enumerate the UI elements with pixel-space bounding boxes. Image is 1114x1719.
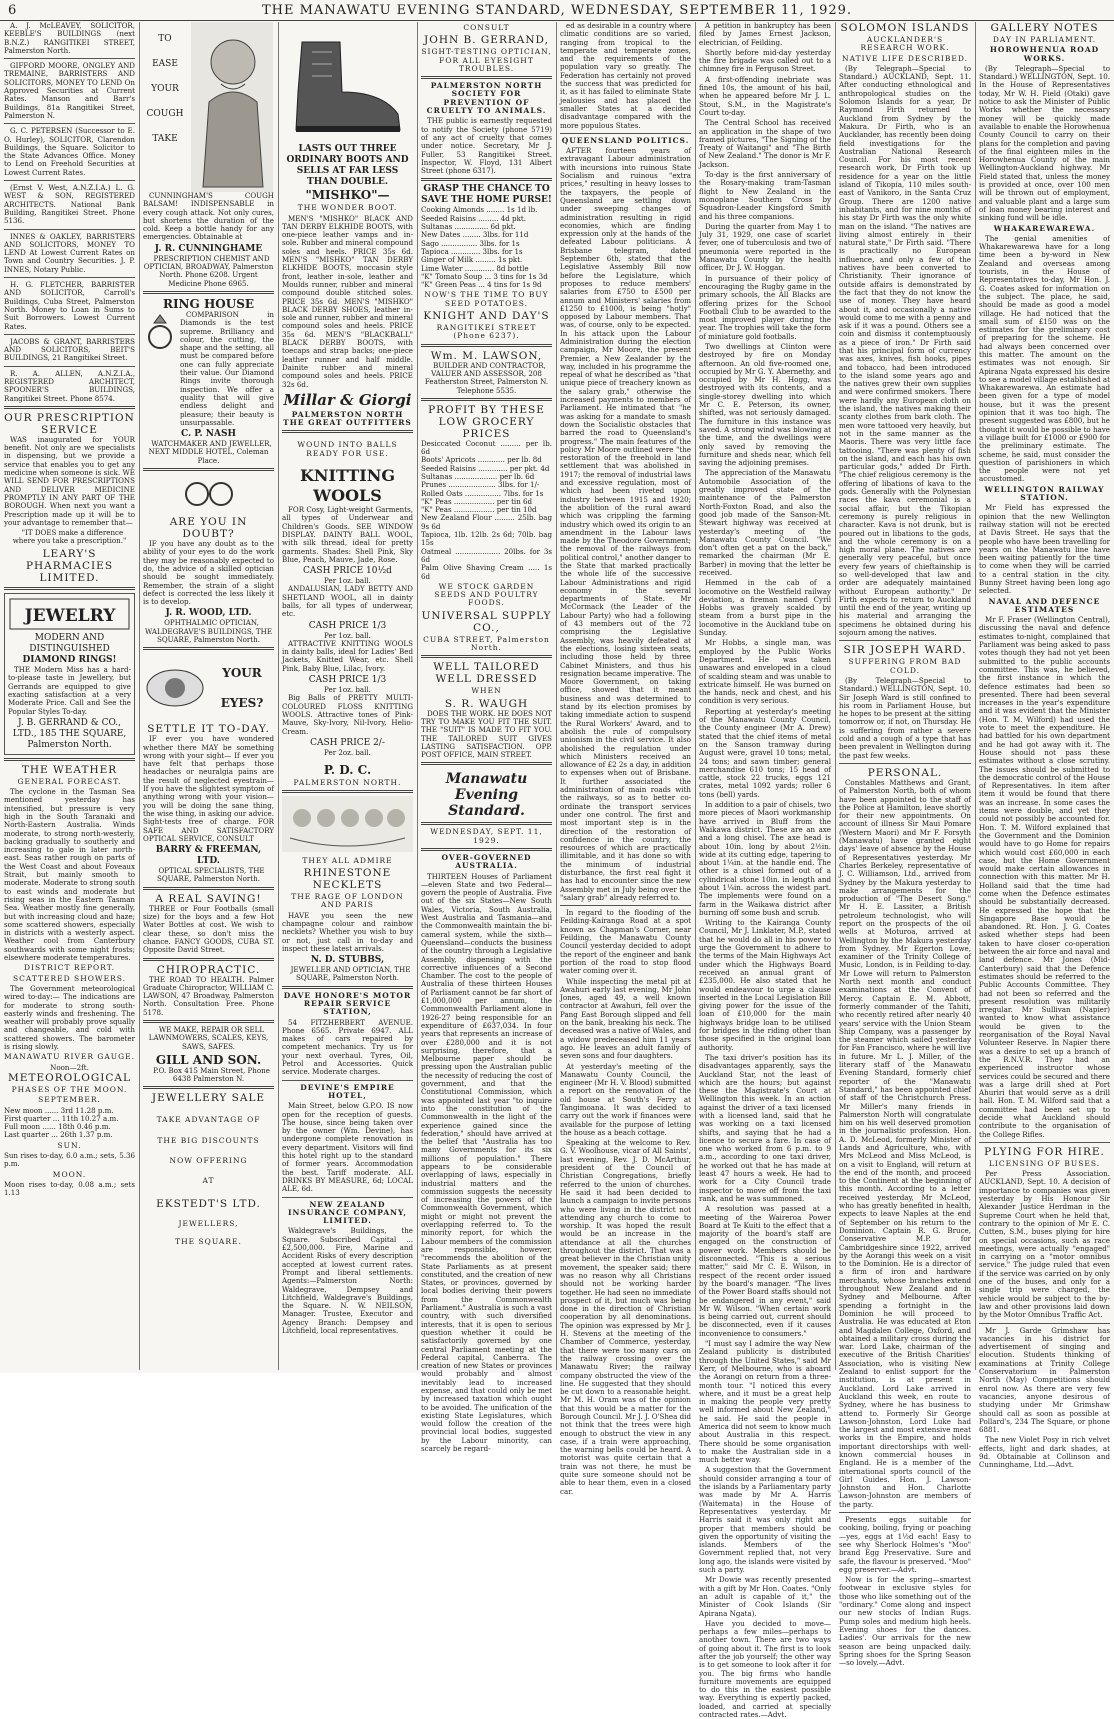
learys-pharmacies: LEARY'S PHARMACIES LIMITED. <box>25 547 114 584</box>
knitting-heading: KNITTING <box>299 466 396 486</box>
diamond-headline-2: DISTINGUISHED <box>29 644 110 655</box>
gill-address: P.O. Box 415 Main Street, Phone 6438 Palmerston N. <box>153 1065 270 1084</box>
grasp-item: Lime Water ............. 8d bottle <box>421 263 529 273</box>
profit-item: "K" Peas .................. per tin 6d <box>421 496 533 506</box>
news-item: In pursuance of their policy of encouraging the Rugby game in the primary schools, the All Blacks are offering prizes for the School Football Club to be awarded to the most improved player during the year. The trophies will take the form of miniature gold footballs. <box>699 273 831 341</box>
wellington-station-heading: WELLINGTON RAILWAY STATION. <box>984 484 1105 503</box>
doubt-body: IF you have any doubt as to the ability of your eyes to do the work they may be reasonably expected to do, the advice of a skilled optician should be sought immediately. Remember, the strain of a slight defect is corrected the less likely it is to develop. <box>143 539 274 607</box>
profit-item: Boots' Apricots ............ per lb. 8d <box>421 455 542 465</box>
grasp-item: Cooking Almonds ........ 1s 1d lb. <box>421 205 538 215</box>
barry-freeman: BARRY & FREEMAN, LTD. <box>155 845 262 867</box>
gallery-notes-subheading: DAY IN PARLIAMENT. <box>992 35 1097 44</box>
wound-heading: WOUND INTO BALLS READY FOR USE. <box>297 440 398 458</box>
profit-item: Oatmeal .................... 20lbs. for 3s 6d <box>421 546 552 564</box>
moon-row: First quarter ... 11th 10.27 a.m. <box>4 1113 119 1123</box>
editorial-heading: OVER-GOVERNED AUSTRALIA. <box>441 853 532 871</box>
cough-ad <box>143 22 274 192</box>
nz-insurance-heading: NEW ZEALAND INSURANCE COMPANY, LIMITED. <box>287 1199 408 1226</box>
devine-heading: DEVINE'S EMPIRE HOTEL, <box>300 1082 395 1100</box>
necklet-illustration <box>282 796 413 852</box>
gallery-notes-heading: GALLERY NOTES <box>990 22 1099 34</box>
cash-price: CASH PRICE 10½d <box>303 566 392 577</box>
profit-item: Seeded Raisins ............. per pkt. 4d <box>421 463 550 473</box>
devine-body: Main Street, below G.P.O. IS now open for the reception of guests. The house, since being taken over by the owner (Wm. Devine), has undergone complete renovation in every department. Visitors will find this hotel right up to the standard of former years. Accommodation the best. Tariff moderate. ALL DRINKS BY MEASURE, 6d; LOCAL ALE, 6d. <box>282 1101 413 1194</box>
solomon-subheading: AUCKLANDER'S RESEARCH WORK. <box>860 35 950 53</box>
profit-item: Sultanas ................... per lb. 6d <box>421 471 535 481</box>
column-5 <box>560 21 691 1496</box>
news-item: "I must say I admire the way New Zealand publicity is distributed through the United States," said Mr Kerr, of Melbourne, who is aboard the Aorangi on return from a three-month tour. "I noticed this every where, and it must be a great help in making the people very pretty well informed about New Zealand," he said. He said the people in America did not seem to know much about Australia in this respect. There should be some organisation to make the Australian side in a much better way. <box>699 1339 831 1465</box>
john-gerrand-sub: SIGHT-TESTING OPTICIAN, FOR ALL EYESIGHT TROUBLES. <box>421 47 552 73</box>
news-item: The appreciation of the Manawatu Automobile Association of the greatly improved state of the maintenance of the Palmerston North-Foxton Road, and also the good job made of the Sanson-Mt. Stewart highway was received at yesterday's meeting of the Manawatu County Council. "We don't often get a pat on the back," remarked the chairman (Mr E. Barber) in moving that the letter be received. <box>699 468 831 577</box>
solomon-heading: SOLOMON ISLANDS <box>840 22 970 34</box>
grasp-item: Sultanas ............... 6d pkt. <box>421 222 516 232</box>
diamond-headline-3: DIAMOND RINGS! <box>22 655 117 666</box>
per-ball: Per 1oz. ball. <box>324 685 371 695</box>
column-rule <box>975 22 976 1370</box>
district-subheading: SCATTERED SHOWERS. <box>13 973 126 983</box>
column-1 <box>4 22 135 1370</box>
editorial-body: THIRTEEN Houses of Parliament—eleven State and two Federal—govern the people of Australia. Five out of the six States—New South Wales, Victoria, South Australia, West Australia and Tasmania—and the Commonwealth maintain the bi-cameral system, while the sixth—Queensland—conducts the business of the country through a Legislative Assembly, dispensing with the corrective influences of a Second Chamber. The cost to the people of Australia of these thirteen Houses of Parliament cannot be far short of £1,000,000 per annum, the Commonwealth Parliament alone in 1926-27 being responsible for an expenditure of £637,034. In four years that represents an increase of over £280,000 and it is not surprising, therefore, that a Melbourne paper should be pressing upon the Australian public the necessity of reducing the cost of government, and that the Constitutional Commission, which was appointed last year "to inquire into the constitution of the Commonwealth in the light of the experience gained since the federation," should have arrived at the belief that "Australia has too many Governments for its six millions of population." There appears to be considerable overlapping of laws, especially in industrial matters and the commission suggests the necessity of increasing the powers of the Commonwealth Government, which might or might not prevent the overlapping referred to. To the minority report, for which the Labour members of the commission are responsible, however, "recommends the abolition of the State Parliaments as at present constituted, and the creation of new States, or provinces, governed by local bodies deriving their powers from the Commonwealth Parliament." Australia is such a vast country, with such diversified interests, that it is open to serious question whether it could be satisfactorily governed by one central Parliament meeting at the Federal capital, Canberra. The creation of new States or provinces would probably and almost inevitably lead to increased expense, and that could only be met by increased taxation which ought to be avoided. The unification of the existing State Legislatures, which would follow the creation of the provincial local bodies, suggested by the Labour minority, can scarcely be regard- <box>421 871 552 1454</box>
multi-coloured-body: Big Balls of PRETTY MULTI-COLOURED FLOSS KNITTING WOOLS. Attractive tones of Pink-Mauve, Sky-Ivory, Nil-Ivory, Helio-Cream. <box>282 693 413 736</box>
prescription-heading: OUR PRESCRIPTION SERVICE <box>4 411 135 436</box>
gill-services: WE MAKE, REPAIR OR SELL LAWNMOWERS, SCALES, KEYS, SAWS, SAFES. <box>148 1025 269 1051</box>
ad-petersen: G. C. PETERSEN (Successor to E. O. Hurley), SOLICITOR, Clarendon Buildings, the Square. Solicitor to the State Advances Office. Money to Lend on Freehold Securities at Lowest Current Rates. <box>4 126 135 177</box>
jewellery-sale-line: AT <box>202 1176 215 1186</box>
page-number: 6 <box>8 3 17 18</box>
per-ball: Per 2oz. ball. <box>324 747 371 757</box>
advertorial: Now is for the spring—smartest footwear in exclusive styles for those who like something out of the "ordinary." Come along and inspect our new stocks of Indian Rugs. Pump soles and medium high heels. Evening shoes for the dances. Ladies'. Our arrivals for the new season are being unpacked daily. Spring shoes for the Spring Season—so lovely.—Advt. <box>839 1575 971 1668</box>
ward-body: (By Telegraph—Special to Standard.) WELLINGTON, Sept. 10. Sir Joseph Ward is still confined to his room in Parliament House, but he hopes to be present at the sitting tomorrow or, if not, on Thursday. He is suffering from rather a severe cold and a cough of a type that has been prevalent in Wellington during the past few weeks. <box>839 675 971 760</box>
barry-address: OPTICAL SPECIALISTS, THE SQUARE, Palmerston North. <box>157 866 265 884</box>
column-rule <box>417 22 418 1370</box>
horowhenua-body: (By Telegraph—Special to Standard.) WELLINGTON, Sept. 10. In the House of Representatives today, Mr W. H. Field (Otaki) gave notice to ask the Minister of Public Works whether the necessary money will be quickly made available to enable the Horowhenua County Council to carry on their plans for the completion and paving of the final eighteen miles in the Horowhenua County of the main Wellington-Auckland highway. Mr Field stated that, unless the money is provided at once, over 100 men will be thrown out of employment, and valuable plant and a large sum of loan money bearing interest and sinking fund will be idle. <box>979 63 1110 223</box>
cough-word-5: TAKE <box>152 134 178 144</box>
meteorological-heading: METEOROLOGICAL <box>8 1071 131 1084</box>
gerrand-co: J. B. GERRAND & CO., LTD., 185 THE SQUARE, Palmerston North. <box>12 717 127 750</box>
ward-heading: SIR JOSEPH WARD. <box>843 644 967 657</box>
district-heading: DISTRICT REPORT. <box>24 963 115 973</box>
horowhenua-heading: HOROWHENUA ROAD WORKS. <box>989 45 1100 63</box>
column-rule <box>139 22 140 1370</box>
grasp-item: Tapioca ............. 3lbs. for 1s <box>421 246 523 256</box>
boots-body: MEN'S "MISHKO" BLACK AND TAN DERBY ELKHIDE BOOTS, with one-piece leather vamps and in-sole. Rubber and mineral compound soles and heels. PRICE 35s 6d. MEN'S "MISHKO" TAN DERBY ELKHIDE BOOTS, moccasin style front, leather in-sole, leather and Moulds runner, rubber and mineral compound double stitched soles. PRICE 35s 6d. MEN'S "MISHKO" BLACK DERBY SHOES, leather in-sole and runner, rubber and mineral compound soles and heels. PRICE 35s 6d. MEN'S "BLACKBALL" BLACK DERBY BOOTS, with toecaps and strap backs; one-piece leather runner and half middle. Dainite rubber and mineral compound soles and heels. PRICE 32s 6d. <box>282 213 413 389</box>
mishko-name: "MISHKO"— <box>305 188 390 203</box>
jewellery-sale-line: THE SQUARE. <box>175 1236 242 1246</box>
jewellery-sale-line: JEWELLERS, <box>178 1218 239 1228</box>
chiropractic-heading: CHIROPRACTIC. <box>156 963 261 976</box>
column-rule <box>556 22 557 1370</box>
cough-word-4: COUGH <box>146 109 184 119</box>
dave-honore-body: 54 FITZHERBERT AVENUE. Phone 6565. Private 6947. ALL makes of cars repaired by competent mechanics. Try us for your next overhaul. Tyres, Oil, Petrol and Accessories. Quick service. Moderate charges. <box>282 1017 413 1077</box>
grasp-item: New Dates ........ 3lbs. for 11d <box>421 230 529 240</box>
jewellery-sale-line: TAKE ADVANTAGE OF <box>156 1115 261 1125</box>
ring-house-body: COMPARISON in Diamonds is the test supreme. Brilliancy and colour, the cutting, the shape and the setting, all must be compared before one can fully appreciate their value. Our Diamond Rings invite thorough inspection. We offer a quality that will give endless delight and pleasure; their beauty is unsurpassable. <box>180 309 274 427</box>
ad-fletcher: H. G. FLETCHER, BARRISTER AND SOLICITOR, Carroll's Buildings, Cuba Street, Palmerston North. Money to Loan in Sums to Suit Borrowers. Lowest Current Rates. <box>4 280 135 331</box>
wools-heading: WOOLS <box>313 486 382 506</box>
ad-gifford-moore: GIFFORD MOORE, ONGLEY AND TREMAINE, BARRISTERS AND SOLICITORS, MONEY TO LEND On Approved Securities at Current Rates. Manson and Barr's Buildings, 81a Rangitikei Street, Palmerston N. <box>4 61 135 120</box>
column-3 <box>282 22 413 1370</box>
editorial-continued: ed as desirable in a country where climatic conditions are so varied, ranging from tropical to the temperate and temperate zones, and the requirements of the population vary so greatly. The Federation has certainly not proved the success that was predicted for it, as it has failed to eliminate State jealousies and has placed the smaller States at a decided disadvantage compared with the more populous States. <box>560 21 691 130</box>
news-item: Two dwellings at Clinton were destroyed by fire on Monday afternoon. An old five-roomed one, occupied by Mr G. Y. Abernethy, and occupied by Mr H. Hogg, was destroyed with its contents, and a single-storey dwelling into which Mr C. E. Peterson, its owner, shifted, was not seriously damaged. The furniture in this instance was saved. A strong wind was blowing at the time, and the dwellings were only saved by removing the furniture and sheds near, which fell saving the adjoining premises. <box>699 341 831 468</box>
weather-body: The cyclone in the Tasman Sea mentioned yesterday has intensified, but pressure is very high in the South Taranaki and North-Eastern Australia. Winds moderate, to strong north-westerly, backing gradually to southerly and increasing to gale in later north-east. Seas rather rough on parts of the West Coast and about Foveaux Strait, but mainly smooth to moderate. Moderate to strong south to east winds and moderate but rising seas in the Eastern Tasman Sea. Weather mostly fine generally, but with increasing cloud and haze; some scattered showers, especially in districts with a westerly aspect. Weather cool from Canterbury southwards with some night frosts; elsewhere moderate temperatures. <box>4 787 135 963</box>
gill-and-son: GILL AND SON. <box>155 1052 262 1067</box>
column-8 <box>979 22 1110 1470</box>
profit-item: "K" Peas .................. per tin 10d <box>421 505 537 515</box>
cough-word-2: EASE <box>152 59 178 69</box>
solomon-body: (By Telegraph—Special to Standard.) AUCKLAND, Sept. 11. After conducting ethnological and anthropological studies on the Solomon Islands for a year, Dr Raymond Firth returned to Auckland from Sydney by the Makura. Dr Firth, who is an Aucklander, has recently been doing field investigations for the Australian National Research Council. For his most recent research work, Dr Firth took up residence for a year on the little island of Tikopia, 110 miles south-east of Vanikoro, in the Santa Cruz Group. There are 1200 native inhabitants, and for nine months of his stay Dr Firth was the only white man on the island. "The natives are living almost entirely in their natural state," Dr Firth said. "There is practically no European influence, and only a few of the natives have been converted to Christianity. Their ignorance of outside affairs is demonstrated by the fact that they do not know the use of money. They have heard about it, and occasionally a native would come to me with a penny and ask if it was a pound. Others see a coin and dismiss it contemptuously as a piece of iron." Dr Firth said that his principal form of currency was axes, knives, fish hooks, pipes and tobacco, had been introduced to the island some years ago and the natives grew their own supplies and were confirmed smokers. There were hardly any European cloth on the island, the natives making their scanty clothes from bark cloth. The men wore tattooed very heavily, but not in the same manner as the Maoris. There was very little face tattooing. "There was plenty of fish on the island, and each has his own particular gods," added Dr Firth. "The chief religious ceremony is the offering of libations of kava to the gods. Generally with the Polynesian races the kava ceremonial is a social affair, but the Tikopian ceremony is purely religious in character. Kava is not drunk, but is poured out in libations to the gods, and the whole ceremony is on a high moral plane. The natives are generally very peaceful, but once every few years of chieftainship is so well-developed that law and order are adequately maintained without European authority." Dr Firth expects to return to Auckland until the end of the year, writing up his material and arranging the specimens he obtained during his sojourn among the natives. <box>839 63 971 638</box>
ward-subheading: SUFFERING FROM BAD COLD. <box>848 657 962 675</box>
admire-heading: THEY ALL ADMIRE <box>302 855 393 865</box>
news-item: At yesterday's meeting of the Manawatu County Council, the engineer (Mr H. V. Blood) submitted a report on the renovation of the old house at South's Ferry at Tangimoana. It was decided to carry out the work if finances were available for the purpose of letting the house as a beach cottage. <box>560 1061 691 1137</box>
diamond-body: THE Modern Miss has a hard-to-please taste in Jewellery, but Gerrands are equipped to give exacting satisfaction at a very Moderate Price. Call and See the Popular Styles To-day. <box>8 665 131 716</box>
attractive-body: ATTRACTIVE KNITTING WOOLS in dainty balls, ideal for Ladies' Bed Jackets, Knitted Wear, etc. Shell Pink, Baby Blue, Lilac, Ivory. <box>282 638 413 673</box>
eyes-word-2: EYES? <box>220 696 264 711</box>
news-item: A petition in bankruptcy has been filed by James Ernest Jackson, electrician, of Feilding. <box>699 21 831 47</box>
jewellery-sale-line: THE BIG DISCOUNTS <box>157 1135 260 1145</box>
column-rule <box>835 22 836 1370</box>
masthead-manawatu: Manawatu <box>445 771 528 788</box>
knight-and-day-address: RANGITIKEI STREET (Phone 6237). <box>436 323 537 341</box>
settle-body: IF ever you have wondered whether there MAY be something wrong with your sight— If ever you have felt that perhaps those headaches or neuralgia pains are the result of neglected eyestrain— If you have the slightest symptom of anything wrong with your vision—you will be doing the sane thing, the wise thing, in asking our advice. Sight-tests free of charge. FOR SAFE AND SATISFACTORY OPTICAL SERVICE, CONSULT <box>143 734 274 843</box>
masthead-evening-standard: Evening Standard. <box>448 787 525 820</box>
news-item: Reporting at yesterday's meeting of the Manawatu County Council, the County engineer (Mr A. Drew) stated that the chief items of metal on the Sanson tramway during August were, gravel 10 tons; metal, 24 tons; and sawn timber; general merchandise 610 tons; 15 head of cattle, stock 22 trucks, eggs 121 crates, metal 1092 yards; roller 6 tons (bell) yards. <box>699 706 831 799</box>
mishko-subheading: THE WONDER BOOT. <box>297 203 398 213</box>
eyes-word-1: YOUR <box>222 666 262 681</box>
whakarewarewa-heading: WHAKAREWAREWA. <box>993 223 1096 233</box>
john-gerrand: JOHN B. GERRAND, <box>424 34 549 47</box>
grasp-heading: GRASP THE CHANCE TO SAVE THE HOME PURSE! <box>421 184 552 206</box>
moon-times: Moon rises to-day, 0.08 a.m.; sets 1.13 <box>4 1179 135 1198</box>
boots-heading: LASTS OUT THREE ORDINARY BOOTS AND SELLS AT FAR LESS THAN DOUBLE. <box>286 144 409 188</box>
solomon-subheading-2: NATIVE LIFE DESCRIBED. <box>842 53 968 63</box>
column-6 <box>699 21 831 1719</box>
news-item: Shortly before mid-day yesterday the fire brigade was called out to a chimney fire in Ferguson Street. <box>699 47 831 74</box>
jewellery-sale-line: NOW OFFERING <box>169 1156 248 1166</box>
per-ball: Per 1oz. ball. <box>324 576 371 586</box>
page-header <box>0 0 1114 21</box>
ekstedts-name: EKSTEDT'S LTD. <box>156 1197 261 1210</box>
moon-phases-heading: PHASES OF THE MOON. <box>11 1084 128 1094</box>
news-item: In regard to the flooding of the Feilding-Kairanga Road at a spot known as Chapman's Corner, near Feilding, the Manawatu County Council yesterday decided to adopt the report of the engineer and bank portion of the road to stop flood water coming over it. <box>560 908 691 976</box>
lawson-name: Wm. M. LAWSON, <box>430 349 543 362</box>
wood-name: J. R. WOOD, LTD. <box>165 608 252 619</box>
spectacles-icon <box>179 474 239 514</box>
column-2 <box>143 22 274 1370</box>
profit-item: Palm Olive Shaving Cream ..... 1s 6d <box>421 563 552 581</box>
moon-row: Last quarter ... 26th 1.37 p.m. <box>4 1130 113 1140</box>
violet-posy-notice: The new Violet Posy in rich velvet effects, light and dark shades, at 9d. Obtainable at Collinson and Cunninghame, Ltd.—Advt. <box>979 1435 1110 1470</box>
spca-body: THE public is earnestly requested to notify the Society (phone 5719) of any act of cruelty that comes under notice. Secretary, Mr J. Fuller, 53 Rangitikei Street. Inspector, W. Floyd, 131 Albert Street (phone 6317). <box>421 116 552 176</box>
naval-heading: NAVAL AND DEFENCE ESTIMATES <box>988 596 1101 614</box>
news-item: A resolution was passed at a meeting of the Waireroa Power Board at Te Kuiti to the effect that a majority of the board's staff are engaged on the construction of power work. Members should be disconnected. "This is a serious matter," said Mr C. E. Wilson, in respect of the recent order issued by the board's manager. "The lives of the Power Board staffs should not be endangered in any event," said Mr W. Wilson. "When certain work is being carried out, current should be disconnected, even if it causes inconvenience to consumers." <box>699 1204 831 1338</box>
doubt-heading: ARE YOU IN DOUBT? <box>169 516 248 541</box>
nash-address: WATCHMAKER AND JEWELLER, NEXT MIDDLE HOTEL, Coleman Place. <box>148 439 272 465</box>
news-item: In addition to a pair of chisels, two more pieces of Maori workmanship have arrived in Bluff from the Waikawa district. These are an axe and a long chisel. The axe head is about 10in. long by about 2½in. wide at its cutting edge, tapering to about 1¼in. at the handle end. The other is a chisel formed out of a cylindrical stone 10in. in length and about 1¼in. across the widest part. The implements were found on a farm in the Waikawa district after burning off some bush and scrub. <box>699 800 831 917</box>
news-item: A suggestion that the Government should consider arranging a tour of the islands by a Parliamentary party was made by Mr A. Harris (Waitemata) in the House of Representatives yesterday. Mr Harris said it was only right and proper that members should be given the opportunity of visiting the islands. Members of the Government replied that, not very long ago, the islands were visited by such a party. <box>699 1465 831 1575</box>
ad-west-son: (Ernst V. West, A.N.Z.I.A.) L. G. WEST & SON, REGISTERED ARCHITECTS. National Bank Building, Rangitikei Street. Phone 5136. <box>4 183 135 226</box>
grasp-item: Seeded Raisins ......... 4d pkt. <box>421 213 526 223</box>
cunninghame-address: PRESCRIPTION CHEMIST AND OPTICIAN, BROADWAY, Palmerston North. Phone 6208. Urgent Medicine Phone 6965. <box>143 253 274 288</box>
lawson-body: BUILDER AND CONTRACTOR, VALUER AND ASSESSOR, 208 Featherston Street, Palmerston N. Telephone 5535. <box>424 360 549 395</box>
plying-heading: PLYING FOR HIRE. <box>984 1145 1105 1158</box>
news-item: Hemmed in the cab of a locomotive on the Westfield railway deviation, a fireman named Cyril Hobbs was gravely scalded by steam from a burst pipe in the locomotive in the Auckland tube on Sunday. <box>699 578 831 638</box>
knight-and-day: KNIGHT AND DAY'S <box>423 310 550 323</box>
grasp-item: "K" Tomato Soup ... 3 tins for 1s 3d <box>421 271 548 281</box>
consult-label: CONSULT <box>463 23 510 32</box>
profit-item: Prunes ..................... 3lbs. for 1/- <box>421 480 540 490</box>
eye-illustration <box>143 653 207 723</box>
ad-innes-oakley: INNES & OAKLEY, BARRISTERS AND SOLICITORS, MONEY TO LEND At Lowest Current Rates on Town and Country Securities. J. P. INNES, Notary Public. <box>4 231 135 274</box>
news-item: Mr Hobbs, a single man, was employed by the Public Works Department. He was taken unawares and enveloped in a cloud of scalding steam and was unable to extricate himself. He was burned on the hands, neck and chest, and his condition is very serious. <box>699 638 831 706</box>
prescription-tagline: "IT DOES make a difference where you take a prescription." <box>12 528 127 546</box>
millar-giorgi-tagline: PALMERSTON NORTH THE GREAT OUTFITTERS <box>283 409 412 428</box>
personal-heading: PERSONAL. <box>867 766 943 779</box>
column-7 <box>839 22 971 1668</box>
news-item: A first-offending inebriate was fined 10s, the amount of his bail, when he appeared before Mr J. L. Stout, S.M., in the Magistrate's Court to-day. <box>699 74 831 117</box>
news-item: Have you decided to move—perhaps a few miles—perhaps to another town. There are two ways of going about it. The first is to look after the job yourself; the other way is to get someone to look after it for you. The big firms who handle furniture movements are equipped to do this in the easiest possible way. Everything is expertly packed, loaded, and carried at specially contracted rates.—Advt. <box>699 1618 831 1719</box>
column-4 <box>421 22 552 1454</box>
millar-giorgi-logo: Millar & Giorgi <box>283 390 412 409</box>
profit-item: Rolled Oats ................ 7lbs. for 1s <box>421 488 544 498</box>
wood-address: OPHTHALMIC OPTICIAN, WALDEGRAVE'S BUILDINGS, THE SQUARE, Palmerston North. <box>144 618 273 644</box>
cough-word-1: TO <box>158 34 172 44</box>
pdc-name: P. D. C. <box>323 763 372 778</box>
news-item: The Central School has received an application in the shape of two framed pictures, "The Signing of the Treaty of Waitangi" and "The Birth of New Zealand." The donor is Mr F. Jackson. <box>699 118 831 169</box>
grasp-item: Ginger of Milk ......... 1s pkt. <box>421 255 523 265</box>
jewelry-ad <box>4 593 135 755</box>
queensland-body: AFTER fourteen years of extravagant Labour administration with incursions into ruinous State Socialism and ruinous "extra prices," resulting in heavy losses to the taxpayers, the people of Queensland are settling down under sweeping changes of administration resulting in rigid economies, which are finding expression only at the hands of the defeated Labour politicians. A Brisbane telegram, dated September 6th, stated that the Legislative Assembly Bill now before the Legislature, which proposes to reduce members' salaries from £750 to £500 per annum and Ministers' salaries from £1250 to £1000, is being "hotly" opposed by Labour members. That was, of course, only to be expected. In his attack upon the Labour Administration during the election campaign, Mr Moore, the present Premier, a New Zealander by the way, included in his programme the repeal of what he described as "that unique piece of treachery known as the salary grab," otherwise the increased payments to members of Parliament. He intimated that "he was asking for a mandate to smash down the Socialistic obstacles that barred the road to Queensland's progress." The main features of the policy Mr Moore outlined were "the restoration of the freehold in land settlement that was abolished in 1917; the removal of industrial laws and excessive regulation, most of which had been riveted upon industry between 1915 and 1920; the abolition of the rural award which was crippling the farming industry which owed its origin to an amendment in the Labour laws made by the Theodore Government; the removal of the railways from political control," another danger to the State that marked practically the whole life of the successive Labour Administrations and rigid economy in the several departments of State. Mr McCormack (the Leader of the Labour Party) who had a following of 43 members out of the 72 comprising the Legislative Assembly, was heavily defeated at the elections, losing sixteen seats, including those held by three Cabinet Ministers, and thus his resignation became imperative. The Moore Government, on taking office, showed that it meant business and was determined to stand by its election promises by taking immediate action to suspend the Rural Workers' Award, and to abolish the rule of compulsory unionism in the civil service. It also abolished the regulation under which Ministers received an allowance of £2 2s a day, in addition to expenses when out of Brisbane. It further associated the administration of main roads with the railways, so as to better co-ordinate the transport services under one control. The first and most important step is in the direction of the restoration of confidence in the country, the resources of which are practically illimitable, and it has done so with the minimum of industrial disturbance, the first real fight it has had to encounter since the new Assembly met in July being over the "salary grab" already referred to. <box>560 146 691 902</box>
cash-price: CASH PRICE 1/3 <box>308 675 387 686</box>
stubbs-name: N. D. STUBBS, <box>310 955 385 966</box>
column-rule <box>278 22 279 1370</box>
weather-subheading: GENERAL FORECAST. <box>17 776 122 786</box>
news-item: During the quarter from May 1 to July 31, 1929, one case of scarlet fever, one of tuberculosis and two of pneumonia were reported in the Manawatu County by the health officer, Dr J. W. Hoggan. <box>699 221 831 273</box>
queensland-heading: QUEENSLAND POLITICS. <box>561 135 690 145</box>
coughing-man-illustration <box>191 22 273 192</box>
advertorial: Presents eggs suitable for cooking, boiling, frying or poaching—yes, eggs at 1½d each! Easy to see why Sherlock Holmes's "Moo" brand Egg Preservative. Sure and safe, the flavour is preserved. "Moo" egg preserver.—Advt. <box>839 1515 971 1574</box>
andalusian-body: ANDALUSIAN, LADY BETTY AND SHETLAND WOOL, all in dainty balls, for all types of underwear, etc. <box>282 584 413 619</box>
saving-body: THREE or Four Footballs (small size) for the boys and a few Hot Water Bottles at cost. We wish to clear these, so don't miss the chance. FANCY GOODS, CUBA ST. Opposite David Street. <box>143 903 274 955</box>
settle-heading: SETTLE IT TO-DAY. <box>147 723 270 736</box>
whakarewarewa-body: The genial amenities of Whakarewarewa have for a long time been a by-word in New Zealand and overseas among tourists, in the House of Representatives to-day, Mr Hon. J. G. Coates asked for information on the subject. The place, he said, should be made as good a model village. He had noticed that the small sum of £150 was on the estimates for the preliminary cost of preparing for the scheme. He had always been concerned over this matter. The amount on the estimates was not enough. Sir Apirana Ngata expressed his desire to see a model village established at Whakarewarewa. An estimate had been given for a type of model house, but it was the present opinion that it was too high. The present suggested was £800, but he thought it would be possible to have a village built for £1000 or £900 for the preliminary estimate. The scheme, he said, must consider the question of parishioners in which the people were not yet accustomed. <box>979 233 1110 484</box>
plying-body: Per Press Association. AUCKLAND, Sept. 10. A decision of importance to companies was given yesterday by His Honour Sir Alexander Justice Herdman in the Supreme Court when he held that, contrary to the opinion of Mr E. C. Cutten, S.M., buses plying for hire on special occasions, such as race meetings, were actually "engaged" in carrying on a "motor omnibus service." The judge ruled that even if the service was carried on by only one of the buses, and only for a single trip were charged, the vehicle would be subject to the by-law and other provisions laid down by the Motor Omnibus Traffic Act. <box>979 1169 1110 1320</box>
cash-price: CASH PRICE 2/- <box>310 737 385 748</box>
rage-subheading: THE RAGE OF LONDON AND PARIS <box>291 892 404 910</box>
cash-price: CASH PRICE 1/3 <box>308 620 387 631</box>
knitting-body: FOR Cosy, Light-weight Garments, all types of Underwear and Children's Goods. SEE WINDOW DISPLAY. DAINTY BALL WOOL, with silk thread, ideal for pretty garments. Shades: Shell Pink, Sky Blue, Peach, Mauve, Jade, Rose. <box>282 505 413 564</box>
profit-heading: PROFIT BY THESE LOW GROCERY PRICES <box>428 403 545 440</box>
boot-illustration <box>282 22 413 142</box>
ad-jacobs-grant: JACOBS & GRANT, BARRISTERS AND SOLICITORS, BEIT'S BUILDINGS, 21 Rangitikei Street. <box>4 336 135 363</box>
river-gauge-value: Noon—2ft. <box>50 1062 89 1072</box>
moon-heading: MOON. <box>52 1169 87 1179</box>
news-item: While inspecting the metal pit at Awahuri early last evening, Mr John Jones, aged 49, a well known contractor at Awahuri, fell over the Pang East Borough slipped and fell on the bank, breaking his neck. The deceased was a native of Wales, and a widow predeceased him 11 years ago. He leaves an adult family of seven sons and four daughters. <box>560 976 691 1061</box>
naval-body: Mr F. Fraser (Wellington Central), discussing the naval and defence estimates to-night, complained that Parliament was being asked to pass votes though they had not yet been submitted to the public accounts committee. This was, he believed, the first instance in which the defence estimates had been so presented. There had been several increases in the year's expenditure and it was evident that the Minister (Hon. T. M. Wilford) had used the vote to meet the expenditure. He had battled for his own department and he had got away with it. The House should not pass these estimates without a close scrutiny. The issues should be submitted to the democratic control of the House of Representatives. In item after item it would be found that there was an increase. In some cases the items were double, and yet they could not possibly be accounted for. Hon. T. M. Wilford explained that the Government and the Dominion would have to go Home for repairs which would cost £60,000 in each case, but the Home Government would make certain allowances in connection with this matter. Mr H. Holland said that the time had come when the Defence estimates should be substantially decreased. He expressed the hope that the Singapore Base would be abandoned. Rt. Hon. J. G. Coates asked whether steps had been taken to have closer co-operation between the air force and naval and land defence. Mr Jones (Mid-Canterbury) said that the Defence estimates should be referred to the Public Accounts Committee. They had not been so referred and the present resolution was militarily irregular. Mr Sullivan (Napier) wanted to know what assistance would be given to the reorganisation of the Royal Naval Volunteer Reserve. In Napier there was a desire to set up a branch of the R.N.V.R. They had an experienced instructor whose services could be secured and there was a large drill shed at Port Ahuriri that would serve as a drill hall. Hon. T. M. Wilford said that a committee had been set up to decide what Auckland should contribute to the organisation of the College Rifles. <box>979 615 1110 1139</box>
grasp-item: "K" Green Peas ... 4 tins for 1s 9d <box>421 280 542 290</box>
newspaper-title: THE MANAWATU EVENING STANDARD, WEDNESDAY, SEPTEMBER 11, 1929. <box>261 3 853 18</box>
wellington-station-body: Mr Field has expressed the opinion that the new Wellington railway station will not be erected at Davis Street. He says that the people who have been travelling for years on the Manawatu line have been waiting patiently for the time to come when they will be carried to a central station in the city. Bunny Street having been long ago selected. <box>979 503 1110 596</box>
profit-item: New Zealand Flour ......... 25lb. bag 9s 6d <box>421 513 552 531</box>
month-heading: SEPTEMBER. <box>38 1095 101 1105</box>
profit-item: Tapioca, 1lb. 12lb. 2s 6d; 70lb. bag 15s <box>421 530 552 548</box>
news-item: To-day is the first anniversary of the Rosary-making tram-Tasman flight to New Zealand in the monoplane Southern Cross by Squadron-Leader Kingsford Smith and his three companions. <box>699 170 831 221</box>
ring-house-heading: RING HOUSE <box>162 296 255 311</box>
nz-insurance-body: Waldegrave's Buildings, the Square. Subscribed Capital ... £2,500,000. Fire, Marine and Accident Risks of every description accepted at lowest current rates. Prompt and liberal settlements. Agents:—Palmerston North: Waldegrave, Dempsey and Litchfield, Waldegrave's Buildings, the Square. N. W. NEILSON, Manager. Trustee, Executor and Agency Branch: Dempsey and Litchfield, local representatives. <box>282 1226 413 1335</box>
jewelry-logo-text: JEWELRY <box>24 605 116 626</box>
dave-honore-heading: DAVE HONORE'S MOTOR REPAIR SERVICE STATION, <box>283 990 412 1017</box>
moon-row: Full moon ...... 18th 0.46 p.m. <box>4 1122 111 1132</box>
ad-allen: R. A. ALLEN, A.N.Z.I.A., REGISTERED ARCHITECT, SPOONER'S BUILDINGS, Rangitikei Street. Phone 8574. <box>4 368 135 403</box>
tailored-heading: WELL TAILORED WELL DRESSED <box>433 661 540 686</box>
per-ball: Per 1oz. ball. <box>324 630 371 640</box>
news-item: Writing to the Kairanga County Council, Mr J. Linklater, M.P., stated that he would do all in his power to urge the Government to adhere to the terms of the Main Highways Act under which the Highways Board received an annual grant of £235,000. He also stated that he would endeavour to urge a clause inserted in the Local Legislation Bill giving power for the issue of the loan of £10,000 for the main highways bridge loan to be utilised for bridges in the riding other than those specified in the original loan authority. <box>699 918 831 1052</box>
weather-heading: THE WEATHER <box>21 763 118 776</box>
pdc-location: PALMERSTON NORTH. <box>293 778 402 788</box>
waugh-name: S. R. WAUGH <box>444 697 529 710</box>
district-body: The Government meteorological wired to-day:— The indications are for moderate to strong south-easterly winds and freshening. The weather will probably prove squally and changeable, and cold with scattered showers. The barometer is rising slowly. <box>4 983 135 1052</box>
profit-item: Desiccated Coconut ......... per lb. 6d <box>421 438 552 457</box>
cunninghame-name: J. R. CUNNINGHAME <box>154 243 263 254</box>
sun-times: Sun rises to-day, 6.0 a.m.; sets, 5.36 p.m. <box>4 1150 135 1169</box>
universal-address: CUBA STREET, Palmerston North. <box>423 634 550 653</box>
nash-name: C. P. NASH <box>180 429 237 440</box>
river-gauge-heading: MANAWATU RIVER GAUGE. <box>4 1052 135 1062</box>
jewellery-sale-heading: JEWELLERY SALE <box>151 1092 266 1105</box>
rhinestone-body: HAVE you seen the new champagne colour and rainbow necklets? Whether you wish to buy or not, just call in to-day and inspect these latest arrivals. <box>282 910 413 953</box>
saving-heading: A REAL SAVING! <box>155 892 262 905</box>
grasp-item: Sago ................ 3lbs. for 1s <box>421 238 520 248</box>
spca-heading: PALMERSTON NORTH SOCIETY FOR PREVENTION OF CRUELTY TO ANIMALS. <box>426 81 547 116</box>
sun-heading: SUN. <box>57 1140 82 1150</box>
news-item: Speaking at the welcome to Rev. G. V. Woolhouse, vicar of All Saints', last evening, Rev. J. D. McArthur, president of the Council of Christian Congregations, briefly referred to the union of churches. He said it had been decided to launch a campaign to invite persons who were living in the district not attending any church to come to worship. It was hoped the result would be an increase in the attendance at all the churches throughout the district. That was a great believer in the Christian unity movement, the speaker said; there was no reason why all Christians should not be working harder together. He had seen no immediate prospect of it, but much was being done in the direction of Christian cooperation by all denominations. The opinion was expressed by Mr J. H. Stevens at the meeting of the Chamber of Commerce, yesterday, that there were too many cars on the railway crossing over the Manawatu River; the railway company obstructed the view of the line. He suggested that they should be cut down to a reasonable height. Mr M. H. Oram was of the opinion that this would be a matter for the Borough Council. Mr J. J. O'Shea did not think that the trees were high enough to obstruct the view in any case, if a train were approaching, the warning bells could be heard. A motorist was quite certain that a train was not there, he must be quite sure someone should not be able to hear them, even in a closed car. <box>560 1138 691 1496</box>
moon-row: New moon ...... 3rd 11.28 p.m. <box>4 1105 114 1115</box>
grimshaw-notice: Mr J. Garde Grimshaw has vacancies in his district for advertisement of singing and elocution. Students thinking of examinations at Trinity College Conservatorium in Palmerston North (May) Competitions should enrol now. As there are very few vacancies, anyone desirous of studying under Mr Grimshaw should call as soon as possible at Pollard's, 234 The Square, or phone 6881. <box>979 1325 1110 1435</box>
diamond-headline-1: MODERN AND <box>34 633 105 644</box>
jewelry-logo <box>8 597 131 631</box>
cunninghame-body: CUNNINGHAM'S COUGH BALSAM! INDISPENSABLE in every cough attack. Not only cures, but shortens the duration of the cold. Keep a bottle handy for any emergencies. Obtainable at <box>143 191 274 242</box>
stock-line: WE STOCK GARDEN SEEDS AND POULTRY FOODS. <box>434 581 539 608</box>
diamond-ring-icon <box>143 311 177 351</box>
editorial-date: WEDNESDAY, SEPT. 11, 1929. <box>430 827 543 845</box>
stubbs-address: JEWELLER AND OPTICIAN, THE SQUARE, Palmerston North. <box>290 965 411 983</box>
chiropractic-body: THE ROAD TO HEALTH. Palmer Graduate Chiropractor, WILLIAM C. LAWSON, 47 Broadway, Palmerston North. Consultation Free. Phone 5178. <box>143 974 274 1017</box>
plying-subheading: LICENSING OF BUSES. <box>988 1158 1101 1168</box>
cough-word-3: YOUR <box>151 84 179 94</box>
seed-potatoes-line: NOW'S THE TIME TO BUY SEED POTATOES. <box>424 290 549 308</box>
prescription-body: WAS inaugurated for YOUR benefit. Not only are we specialists in dispensing, but we provide a service that enables you to get any medicine when someone is sick. WE WILL SEND FOR PRESCRIPTIONS AND DELIVER MEDICINE PROMPTLY IN ANY PART OF THE BOROUGH. When next you want a Prescription made up it will be to your advantage to remember that— <box>4 434 135 527</box>
when-label: WHEN <box>471 686 502 696</box>
column-rule <box>695 22 696 1370</box>
news-item: The taxi driver's position has its disadvantages apparently, says the Auckland Star, not the least of which are the hours; but against these the Magistrate's Court at Wellington this week. In an action against the driver of a taxi licensed with a licensed land, said that he was working on a taxi licensed shifts, and saying that he had a licence to secure a fare. In case of one who worked from 6 p.m. to 9 a.m., according to one taxi driver, he worked out that he has made at least 47 hours a week. He had to work for a City Council trade inspector to move off from the taxi rank, and he was summoned. <box>699 1052 831 1203</box>
universal-supply: UNIVERSAL SUPPLY CO., <box>421 609 552 634</box>
waugh-body: DOES THE WORK. HE DOES NOT TRY TO MAKE YOU FIT THE SUIT. THE "SUIT" IS MADE TO FIT YOU. THE TAILORED SUIT GIVES LASTING SATISFACTION. OPP. POST OFFICE, MAIN STREET. <box>421 708 552 760</box>
personal-body: Constables Matthews and Grant, of Palmerston North, both of whom have been appointed to the staff of the Police at Hamilton, leave shortly for their new appointments. On account of illness Sir Maui Pomare (Western Maori) and Mr F. Forsyth (Manawatu) have granted eight days' leave of absence by the House of Representatives yesterday. Mr Charles Berkeley, representative of J. C. Williamson, Ltd., arrived from Sydney by the Makura yesterday to make arrangements for the production of "The Desert Song." Mr H. E. Lassiter, a British petroleum technologist, who will report on the prospects of the oil wells at Moturoa, arrived at Wellington by the Makura yesterday from Sydney. Mr Egerton Lowe, examiner of the Trinity College of Music, London, is in Feilding to-day. Mr Lowe will return to Palmerston North next month and conduct examinations at the Convent of Mercy. Captain E. M. Abbott, formerly commander of the Tahiti, who recently retired after nearly 40 years' service with the Union Steam Ship Company, was a passenger by the steamer which sailed yesterday for Fan Francisco, where he will live in future. Mr L. J. Miller, of the literary staff of the Manawatu Evening Standard, formerly chief reporter of the "Manawatu Standard," has been appointed chief of staff of the Christchurch Press. Mr Miller's many friends in Palmerston North will congratulate him on his well deserved promotion in the journalistic profession. Hon. A. D. McLeod, formerly Minister of Lands and Agriculture, who, with Mrs McLeod and Miss McLeod, is on a visit to England, will return at the end of the month, and proceed to the Continent at the beginning of this month. According to a letter received yesterday, Mr McLeod, who has greatly benefited in health, expects to leave Naples at the end of September on his return to the Dominion. Captain R. G. Bruce, Conservative M.P. for Cambridgeshire since 1922, arrived by the Aorangi this week on a visit to the Dominion. He is a director of a firm of iron and hardware merchants, whose branches extend throughout New Zealand and in Sydney and Melbourne. After spending a fortnight in the Dominion he will proceed to Australia. He was educated at Eton and Magdalen College, Oxford, and obtained a military cross during the war. Lord Lake, chairman of the executive of the British Charities' Association, who is visiting New Zealand to enlist support for the institution, is at present in Auckland. Lord Lake arrived in Auckland this week, en route to Sydney, where he has business to attend to. Formerly Sir George Lawson-Johnston, Lord Luke had the largest and most extensive meat works in the Empire, and holds important directorships with well-known commercial houses in England. He is a member of the international sports council of the Girl Guides. Hon. J. Lawson-Johnston and Hon. Charlotte Lawson-Johnston are members of the party. <box>839 777 971 1509</box>
ad-mcleavey: A. J. McLEAVEY, SOLICITOR, KEEBLE'S BUILDINGS (next B.N.Z.) RANGITIKEI STREET, Palmerston North. <box>4 21 135 55</box>
rhinestone-heading: RHINESTONE NECKLETS <box>303 867 392 892</box>
news-item: Mr Dowie was recently presented with a gift by Mr Hon. Coates. "Only an adult is capable of it," the Minister of Cook Islands (Sir Apirana Ngata). <box>699 1575 831 1618</box>
